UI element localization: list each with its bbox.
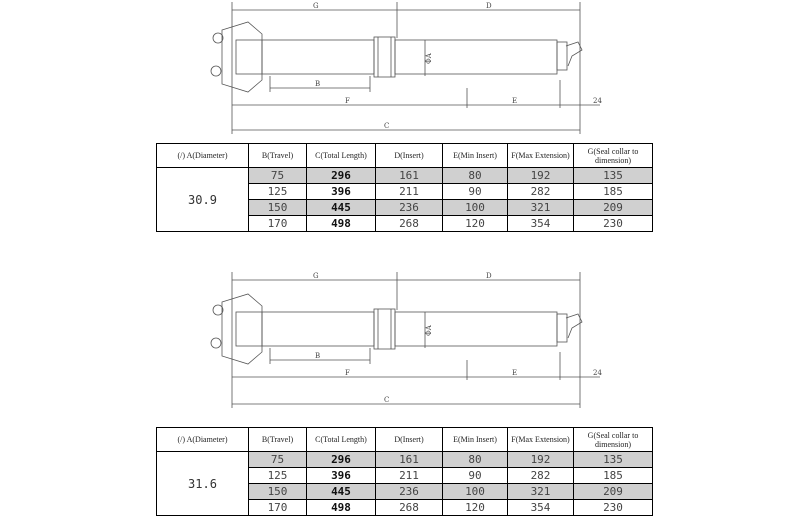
insert-cell: 268 — [376, 216, 443, 232]
seal-collar-cell: 185 — [574, 468, 653, 484]
seal-collar-cell: 230 — [574, 500, 653, 516]
lever-housing — [557, 42, 567, 70]
seal-collar-cell: 185 — [574, 184, 653, 200]
min-insert-cell: 120 — [443, 216, 508, 232]
total-length-cell: 396 — [307, 468, 376, 484]
seal-collar — [374, 309, 395, 349]
lower-tube — [395, 40, 557, 74]
travel-cell: 170 — [249, 500, 307, 516]
header-travel: B(Travel) — [249, 144, 307, 168]
total-length-cell: 498 — [307, 216, 376, 232]
travel-cell: 150 — [249, 200, 307, 216]
table-row — [157, 452, 653, 468]
seal-collar-cell: 209 — [574, 200, 653, 216]
max-extension-cell: 282 — [508, 468, 574, 484]
insert-cell: 161 — [376, 452, 443, 468]
insert-cell: 236 — [376, 200, 443, 216]
clamp-bolt — [213, 305, 223, 315]
insert-cell: 268 — [376, 500, 443, 516]
max-extension-cell: 354 — [508, 216, 574, 232]
travel-cell: 75 — [249, 452, 307, 468]
max-extension-cell: 282 — [508, 184, 574, 200]
travel-cell: 75 — [249, 168, 307, 184]
total-length-cell: 498 — [307, 500, 376, 516]
label-c: C — [384, 122, 390, 130]
label-g: G — [313, 2, 319, 10]
header-seal-collar: G(Seal collar to dimension) — [574, 144, 653, 168]
saddle-clamp — [222, 294, 262, 364]
max-extension-cell: 321 — [508, 484, 574, 500]
label-e: E — [512, 369, 518, 377]
clamp-bolt — [211, 338, 221, 348]
max-extension-cell: 321 — [508, 200, 574, 216]
label-d: D — [486, 272, 492, 280]
total-length-cell: 445 — [307, 200, 376, 216]
seatpost-dimension-drawing — [0, 0, 789, 140]
label-d: D — [486, 2, 492, 10]
seatpost-dimension-drawing — [0, 270, 789, 412]
clamp-head — [236, 312, 262, 346]
label-c: C — [384, 396, 390, 404]
min-insert-cell: 100 — [443, 200, 508, 216]
label-f: F — [345, 369, 350, 377]
travel-cell: 150 — [249, 484, 307, 500]
insert-cell: 211 — [376, 184, 443, 200]
upper-tube — [262, 312, 374, 346]
header-travel: B(Travel) — [249, 428, 307, 452]
insert-cell: 211 — [376, 468, 443, 484]
diameter-cell: 30.9 — [157, 168, 249, 232]
total-length-cell: 296 — [307, 452, 376, 468]
header-diameter: (/) A(Diameter) — [157, 144, 249, 168]
header-total-length: C(Total Length) — [307, 428, 376, 452]
label-b: B — [315, 80, 321, 88]
header-seal-collar: G(Seal collar to dimension) — [574, 428, 653, 452]
label-a: ΦA — [425, 325, 433, 336]
clamp-bolt — [213, 33, 223, 43]
seal-collar — [374, 37, 395, 77]
max-extension-cell: 192 — [508, 452, 574, 468]
min-insert-cell: 90 — [443, 468, 508, 484]
min-insert-cell: 80 — [443, 452, 508, 468]
header-min-insert: E(Min Insert) — [443, 428, 508, 452]
travel-cell: 170 — [249, 216, 307, 232]
header-insert: D(Insert) — [376, 428, 443, 452]
insert-cell: 161 — [376, 168, 443, 184]
clamp-head — [236, 40, 262, 74]
spec-table-31-6 — [156, 427, 653, 516]
travel-cell: 125 — [249, 184, 307, 200]
min-insert-cell: 120 — [443, 500, 508, 516]
label-g: G — [313, 272, 319, 280]
header-max-extension: F(Max Extension) — [508, 144, 574, 168]
label-offset: 24 — [593, 369, 602, 377]
clamp-bolt — [211, 66, 221, 76]
label-f: F — [345, 97, 350, 105]
seal-collar-cell: 230 — [574, 216, 653, 232]
diameter-cell: 31.6 — [157, 452, 249, 516]
header-total-length: C(Total Length) — [307, 144, 376, 168]
total-length-cell: 445 — [307, 484, 376, 500]
spec-section-31-6 — [0, 270, 789, 520]
header-diameter: (/) A(Diameter) — [157, 428, 249, 452]
min-insert-cell: 80 — [443, 168, 508, 184]
header-min-insert: E(Min Insert) — [443, 144, 508, 168]
min-insert-cell: 90 — [443, 184, 508, 200]
min-insert-cell: 100 — [443, 484, 508, 500]
spec-table-30-9 — [156, 143, 653, 232]
saddle-clamp — [222, 22, 262, 92]
total-length-cell: 396 — [307, 184, 376, 200]
header-insert: D(Insert) — [376, 144, 443, 168]
label-b: B — [315, 352, 321, 360]
max-extension-cell: 192 — [508, 168, 574, 184]
label-offset: 24 — [593, 97, 602, 105]
table-row — [157, 168, 653, 184]
travel-cell: 125 — [249, 468, 307, 484]
max-extension-cell: 354 — [508, 500, 574, 516]
seal-collar-cell: 209 — [574, 484, 653, 500]
upper-tube — [262, 40, 374, 74]
seal-collar-cell: 135 — [574, 168, 653, 184]
header-max-extension: F(Max Extension) — [508, 428, 574, 452]
lever-housing — [557, 314, 567, 342]
label-e: E — [512, 97, 518, 105]
lower-tube — [395, 312, 557, 346]
label-a: ΦA — [425, 53, 433, 64]
seal-collar-cell: 135 — [574, 452, 653, 468]
insert-cell: 236 — [376, 484, 443, 500]
total-length-cell: 296 — [307, 168, 376, 184]
